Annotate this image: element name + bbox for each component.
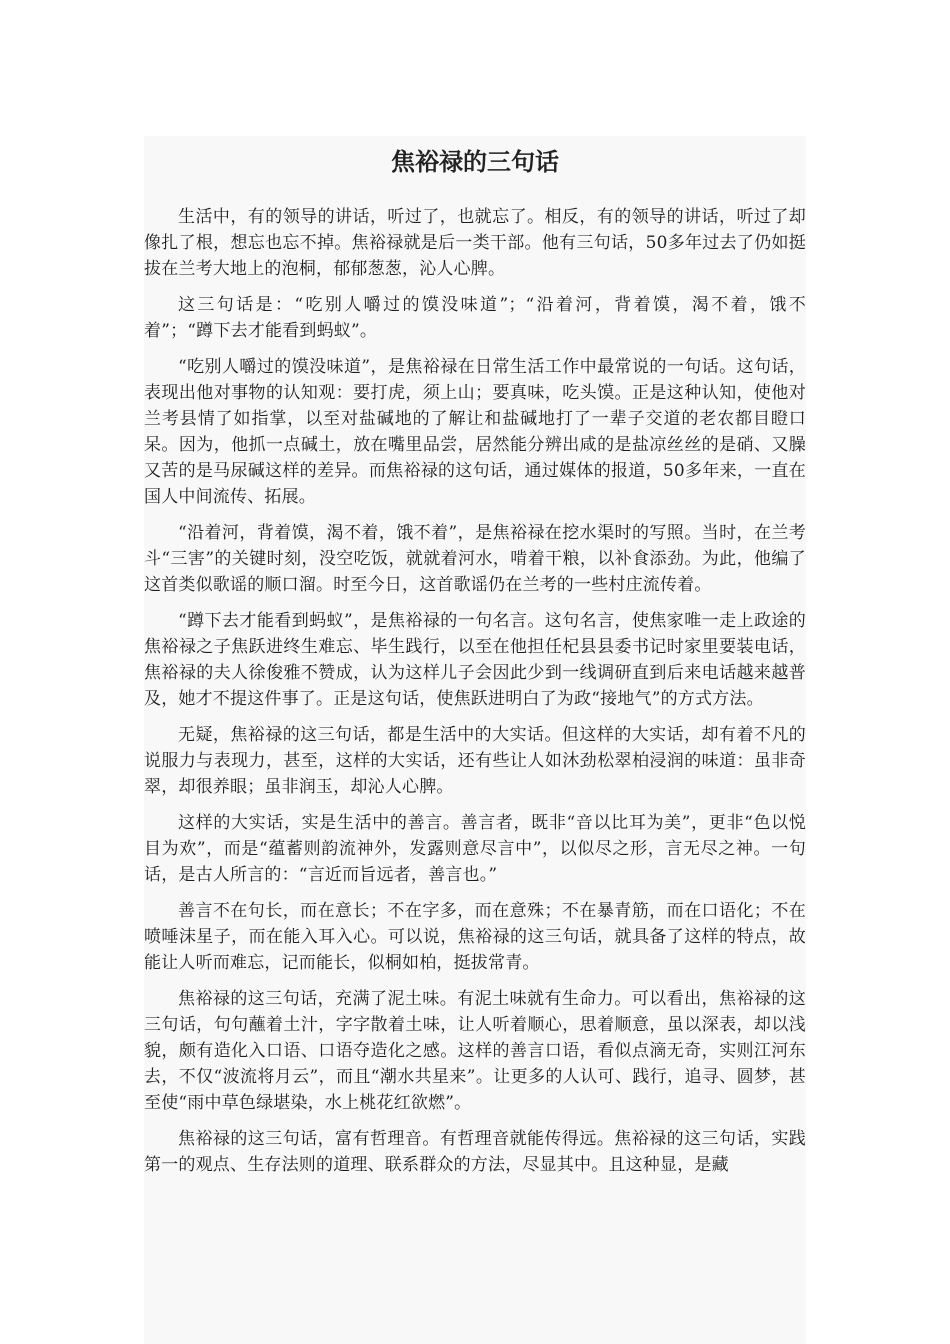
paragraph: 善言不在句长，而在意长；不在字多，而在意殊；不在暴青筋，而在口语化；不在喷唾沫星子，而在能入耳入心。可以说，焦裕禄的这三句话，就具备了这样的特点，故能让人听而难忘，记而能长，似桐如柏，挺拔常青。: [144, 901, 806, 973]
paragraph: 这三句话是：“吃别人嚼过的馍没味道”；“沿着河，背着馍，渴不着，饿不着”；“蹲下去才能看到蚂蚁”。: [144, 295, 806, 341]
document-title: 焦裕禄的三句话: [391, 147, 559, 176]
document-page: [144, 136, 806, 1344]
paragraph: “沿着河，背着馍，渴不着，饿不着”，是焦裕禄在挖水渠时的写照。当时，在兰考斗“三害”的关键时刻，没空吃饭，就就着河水，啃着干粮，以补食添劲。为此，他编了这首类似歌谣的顺口溜。时至今日，这首歌谣仍在兰考的一些村庄流传着。: [144, 523, 806, 595]
paragraph: 焦裕禄的这三句话，充满了泥土味。有泥土味就有生命力。可以看出，焦裕禄的这三句话，句句蘸着土汁，字字散着土味，让人听着顺心，思着顺意，虽以深表，却以浅貌，颇有造化入口语、口语夺造化之感。这样的善言口语，看似点滴无奇，实则江河东去，不仅“波流将月云”，而且“潮水共星来”。让更多的人认可、践行，追寻、圆梦，甚至使“雨中草色绿堪染，水上桃花红欲燃”。: [144, 989, 806, 1113]
paragraph: 这样的大实话，实是生活中的善言。善言者，既非“音以比耳为美”，更非“色以悦目为欢”，而是“蕴蓄则韵流神外，发露则意尽言中”，以似尽之形，言无尽之神。一句话，是古人所言的：“言近而旨远者，善言也。”: [144, 813, 806, 885]
paragraph: 焦裕禄的这三句话，富有哲理音。有哲理音就能传得远。焦裕禄的这三句话，实践第一的观点、生存法则的道理、联系群众的方法，尽显其中。且这种显，是藏: [144, 1129, 806, 1175]
article-body: [144, 204, 806, 1178]
paragraph: 生活中，有的领导的讲话，听过了，也就忘了。相反，有的领导的讲话，听过了却像扎了根，想忘也忘不掉。焦裕禄就是后一类干部。他有三句话，50多年过去了仍如挺拔在兰考大地上的泡桐，郁郁葱葱，沁人心脾。: [144, 207, 806, 279]
paragraph: “吃别人嚼过的馍没味道”，是焦裕禄在日常生活工作中最常说的一句话。这句话，表现出他对事物的认知观：要打虎，须上山；要真味，吃头馍。正是这种认知，使他对兰考县情了如指掌，以至对盐碱地的了解让和盐碱地打了一辈子交道的老农都目瞪口呆。因为，他抓一点碱土，放在嘴里品尝，居然能分辨出咸的是盐凉丝丝的是硝、又臊又苦的是马尿碱这样的差异。而焦裕禄的这句话，通过媒体的报道，50多年来，一直在国人中间流传、拓展。: [144, 357, 806, 507]
paragraph: “蹲下去才能看到蚂蚁”，是焦裕禄的一句名言。这句名言，使焦家唯一走上政途的焦裕禄之子焦跃进终生难忘、毕生践行，以至在他担任杞县县委书记时家里要装电话，焦裕禄的夫人徐俊雅不赞成，认为这样儿子会因此少到一线调研直到后来电话越来越普及，她才不提这件事了。正是这句话，使焦跃进明白了为政“接地气”的方式方法。: [144, 611, 806, 709]
paragraph: 无疑，焦裕禄的这三句话，都是生活中的大实话。但这样的大实话，却有着不凡的说服力与表现力，甚至，这样的大实话，还有些让人如沐劲松翠柏浸润的味道：虽非奇翠，却很养眼；虽非润玉，却沁人心脾。: [144, 725, 806, 797]
